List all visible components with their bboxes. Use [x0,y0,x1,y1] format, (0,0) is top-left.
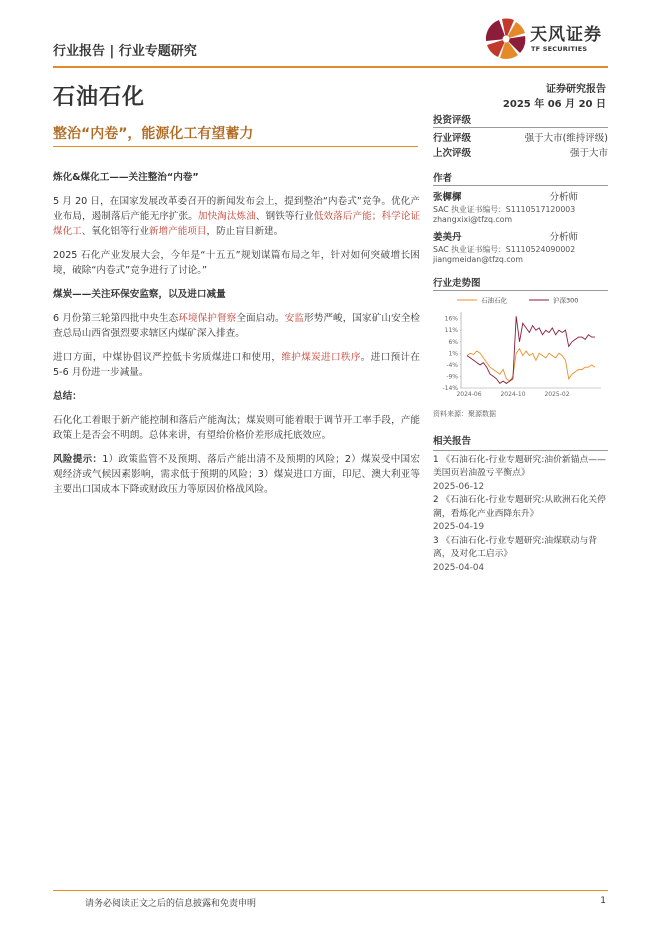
related-date: 2025-04-04 [433,562,485,573]
highlight: 加快淘汰炼油 [197,211,256,222]
report-title: 整治“内卷”，能源化工有望蓄力 [53,126,254,142]
highlight: 环境保护督察 [178,313,237,324]
legend-label: 石油石化 [481,296,507,305]
paragraph-inspection [53,311,420,341]
series-line-petrochem [467,349,595,381]
text: 进口方面，中煤协倡议严控低卡劣质煤进口和使用， [53,352,282,363]
y-tick-label: 11% [444,327,458,335]
highlight: 新增产能项目 [148,226,207,237]
related-date: 2025-06-12 [433,481,485,492]
paragraph-conference: 2025 石化产业发展大会，今年是“十五五”规划谋篇布局之年，针对如何突破增长困境，破除“内卷式”竞争进行了讨论。” [53,250,420,276]
top-rule [53,66,608,68]
page-number: 1 [600,896,606,906]
main-content [53,160,420,506]
author-email[interactable]: jiangmeidan@tfzq.com [433,255,523,264]
section-heading-summary: 总结： [53,391,82,402]
series-line-hs300 [467,316,595,383]
chart-source: 资料来源：聚源数据 [433,410,496,418]
text: 。进口预计在 5-6 月份进一步减量。 [53,352,421,378]
author-block [433,170,608,265]
section-heading-coal: 煤炭——关注环保安监察，以及进口减量 [53,289,226,300]
rating-row [433,131,608,146]
author-role: 分析师 [549,232,578,243]
author-row [433,230,608,245]
text: 5 月 20 日，在国家发展改革委召开的新闻发布会上，提到整治“内卷式”竞争。优化产业布局，遏制落后产能无序扩张。 [53,196,420,222]
prev-rating-label: 上次评级 [433,148,472,159]
author-name: 姜美丹 [433,232,462,243]
trend-chart [433,288,608,400]
y-tick-label: 6% [448,338,458,346]
paragraph-policy [53,194,420,239]
legend-label: 沪深300 [553,296,579,305]
related-item[interactable] [433,454,608,495]
text: 全面启动。 [236,313,285,324]
text: 6 月份第三轮第四批中央生态 [53,313,179,324]
title-rule [53,146,418,147]
author-cert: SAC 执业证书编号：S1110524090002 [433,245,576,254]
y-tick-label: -9% [446,373,458,381]
related-item[interactable] [433,494,608,535]
rating-label: 行业评级 [433,133,472,144]
x-tick-label: 2024-06 [456,391,482,398]
author-role: 分析师 [549,192,578,203]
y-tick-label: 1% [448,350,458,358]
industry-title: 石油石化 [53,85,146,110]
footer-rule [53,890,608,891]
related-title[interactable]: 1 《石油石化-行业专题研究:油价新锚点——美国页岩油盈亏平衡点》 [433,454,606,478]
related-title[interactable]: 3 《石油石化-行业专题研究:油煤联动与背离，及对化工启示》 [433,535,598,559]
prev-rating-value: 强于大市 [569,148,608,159]
prev-rating-row [433,146,608,161]
x-tick-label: 2024-10 [500,391,526,398]
related-date: 2025-04-19 [433,522,485,532]
highlight: 低效落后产能；科学论证煤化工 [53,211,421,237]
text: 形势严峻，国家矿山安全检查总局山西省强烈要求辖区内煤矿深入排查。 [53,313,421,339]
trend-heading: 行业走势图 [433,275,608,291]
rating-value: 强于大市(维持评级) [524,133,608,144]
section-heading-refining: 炼化&煤化工——关注整治“内卷” [53,172,199,183]
paragraph-imports [53,350,420,380]
author-row [433,190,608,205]
highlight: 维护煤炭进口秩序 [281,352,361,363]
author-card [433,230,608,265]
author-cert: SAC 执业证书编号：S1110517120003 [433,205,576,214]
paragraph-risk [53,452,420,497]
related-item[interactable] [433,535,608,576]
y-tick-label: -14% [442,385,458,392]
y-tick-label: 16% [444,315,458,323]
author-name: 张樨樨 [433,192,462,203]
logo-en: TF SECURITIES [531,45,588,53]
related-title[interactable]: 2 《石油石化-行业专题研究:从欧洲石化关停潮，看炼化产业西降东升》 [433,495,606,519]
footer-disclaimer: 请务必阅读正文之后的信息披露和免责申明 [85,899,257,909]
text: ，防止盲目新建。 [206,226,284,237]
related-reports [433,435,608,575]
author-heading: 作者 [433,170,608,186]
logo-name: 天风证券 [530,25,602,45]
author-email[interactable]: zhangxixi@tfzq.com [433,215,513,224]
risk-text: 1）政策监管不及预期、落后产能出清不及预期的风险；2）煤炭受中国宏观经济或气候因素影响，需求低于预期的风险；3）煤炭进口方面，印尼、澳大利亚等主要出口国成本下降或财政压力等原因价格战风险。 [53,454,420,495]
highlight: 安监 [284,313,305,324]
report-date: 2025 年 06 月 20 日 [502,99,606,110]
text: 、钢铁等行业 [255,211,314,222]
text: 、氧化铝等行业 [81,226,149,237]
related-heading: 相关报告 [433,435,608,451]
report-type: 证券研究报告 [546,84,606,95]
risk-label: 风险提示： [53,454,103,465]
y-tick-label: -4% [446,361,458,369]
rating-heading: 投资评级 [433,112,608,128]
author-card [433,190,608,225]
rating-block [433,112,608,161]
x-tick-label: 2025-02 [544,391,570,398]
report-category: 行业报告 | 行业专题研究 [53,44,197,59]
paragraph-summary: 石化化工着眼于新产能控制和落后产能淘汰；煤炭则可能着眼于调节开工率手段，产能政策上是否会不明朗。总体来讲，有望给价格价差形成托底效应。 [53,415,420,441]
